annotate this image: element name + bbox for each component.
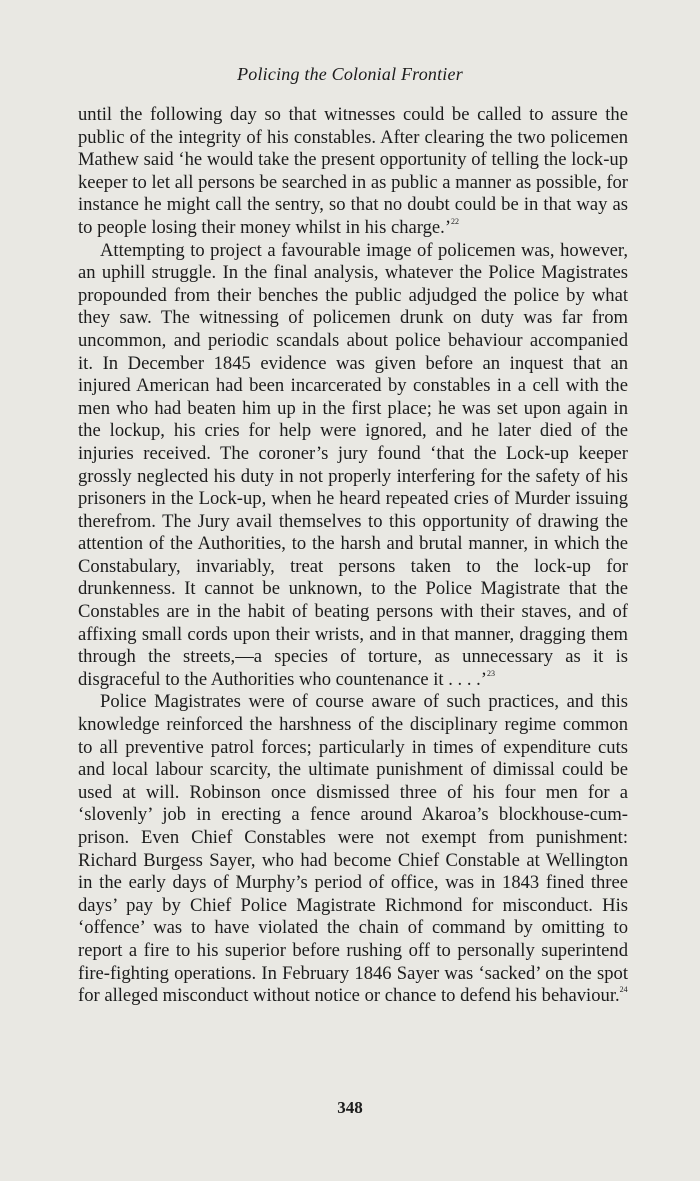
body-text [78, 104, 628, 1008]
paragraph-text: until the following day so that witnesses could be called to assure the public of the integrity of his constables. After clearing the two policemen Mathew said ‘he would take the present opportunity of telling the lock-up keeper to let all persons be searched in as public a manner as possible, for instance he might call the sentry, so that no doubt could be in that way as to people losing their money whilst in his charge.’ [78, 104, 628, 238]
paragraph [78, 691, 628, 1007]
running-title: Policing the Colonial Frontier [237, 64, 463, 84]
footnote-marker: 23 [486, 668, 495, 678]
paragraph [78, 104, 628, 240]
footnote-marker: 24 [619, 984, 628, 994]
paragraph-text: Attempting to project a favourable image of policemen was, however, an uphill struggle. In the final analysis, whatever the Police Magistrates propounded from their benches the public adjudged the police by what they saw. The witnessing of policemen drunk on duty was far from uncommon, and periodic scandals about police behaviour accompanied it. In December 1845 evidence was given before an inquest that an injured American had been incarcerated by constables in a cell with the men who had beaten him up in the first place; he was set upon again in the lockup, his cries for help were ignored, and he later died of the injuries received. The coroner’s jury found ‘that the Lock-up keeper grossly neglected his duty in not properly interfering for the safety of his prisoners in the Lock-up, when he heard repeated cries of Murder issuing therefrom. The Jury avail themselves to this opportunity of drawing the attention of the Authorities, to the harsh and brutal manner, in which the Constabulary, invariably, treat persons taken to the lock-up for drunkenness. It cannot be unknown, to the Police Magistrate that the Constables are in the habit of beating persons with their staves, and of affixing small cords upon their wrists, and in that manner, dragging them through the streets,—a species of torture, as unnecessary as it is disgraceful to the Authorities who countenance it . . . .’ [78, 239, 628, 690]
paragraph-text: Police Magistrates were of course aware of such practices, and this knowledge reinforced the harshness of the disciplinary regime common to all preventive patrol forces; particularly in times of expenditure cuts and local labour scarcity, the ultimate punishment of dimissal could be used at will. Robinson once dismissed three of his four men for a ‘slovenly’ job in erecting a fence around Akaroa’s blockhouse-cum-prison. Even Chief Constables were not exempt from punishment: Richard Burgess Sayer, who had become Chief Constable at Wellington in the early days of Murphy’s period of office, was in 1843 fined three days’ pay by Chief Police Magistrate Richmond for misconduct. His ‘offence’ was to have violated the chain of command by omitting to report a fire to his superior before rushing off to personally superintend fire-fighting operations. In February 1846 Sayer was ‘sacked’ on the spot for alleged misconduct without notice or chance to defend his behaviour. [78, 691, 628, 1007]
page-number: 348 [337, 1098, 363, 1117]
paragraph [78, 240, 628, 692]
footnote-marker: 22 [451, 216, 460, 226]
